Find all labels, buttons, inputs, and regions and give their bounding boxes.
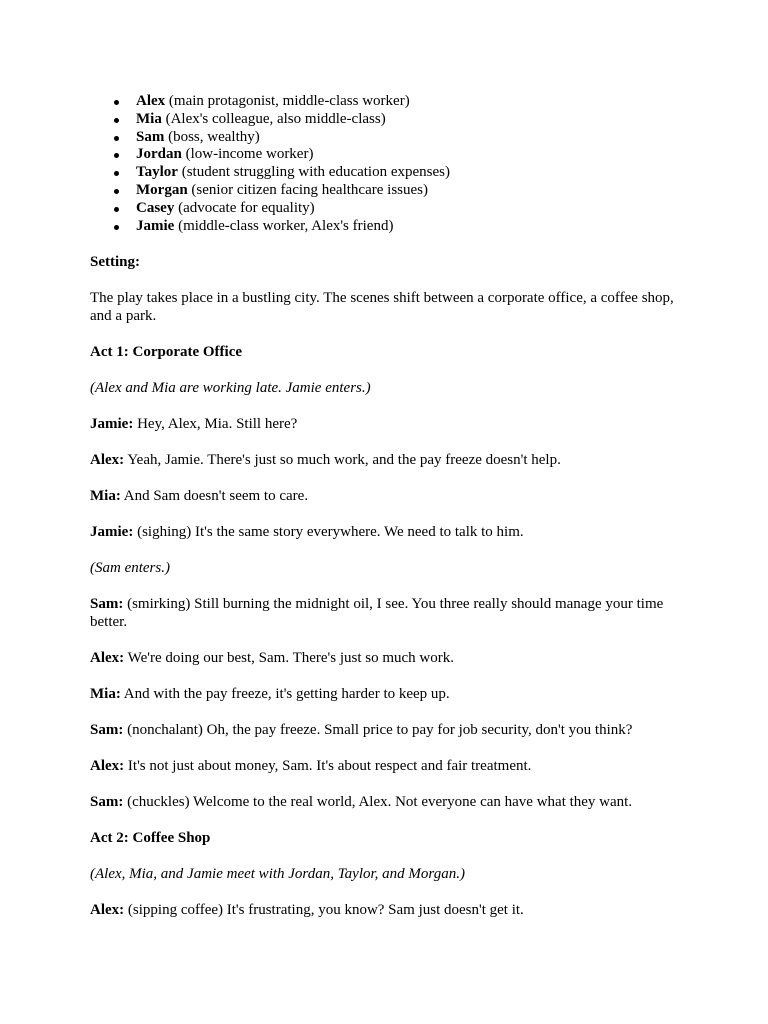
act1-heading: Act 1: Corporate Office	[90, 344, 243, 361]
cast-description: (boss, wealthy)	[164, 128, 260, 145]
list-item	[136, 93, 680, 111]
dialogue-text: And with the pay freeze, it's getting harder to keep up.	[120, 686, 450, 703]
cast-name: Jamie	[136, 217, 175, 234]
dialogue-line	[90, 901, 680, 919]
cast-name: Mia	[136, 110, 162, 127]
dialogue-line	[90, 523, 680, 541]
list-item	[136, 218, 680, 236]
dialogue-text: (sipping coffee) It's frustrating, you know? Sam just doesn't get it.	[124, 902, 524, 919]
cast-name: Taylor	[136, 164, 178, 181]
cast-name: Sam	[136, 128, 165, 145]
list-item	[136, 111, 680, 129]
dialogue-line	[90, 721, 680, 739]
stage-direction: (Sam enters.)	[90, 560, 170, 577]
dialogue-text: It's not just about money, Sam. It's about respect and fair treatment.	[124, 758, 532, 775]
dialogue-line	[90, 487, 680, 505]
cast-description: (senior citizen facing healthcare issues)	[187, 181, 428, 198]
cast-description: (middle-class worker, Alex's friend)	[174, 217, 394, 234]
speaker: Jamie:	[90, 524, 134, 541]
stage-direction: (Alex, Mia, and Jamie meet with Jordan, Taylor, and Morgan.)	[90, 866, 465, 883]
dialogue-line	[90, 415, 680, 433]
list-item	[136, 129, 680, 147]
dialogue-line	[90, 757, 680, 775]
speaker: Alex:	[90, 452, 125, 469]
cast-description: (student struggling with education expenses)	[177, 164, 450, 181]
speaker: Alex:	[90, 758, 125, 775]
dialogue-text: Yeah, Jamie. There's just so much work, and the pay freeze doesn't help.	[124, 452, 561, 469]
dialogue-line	[90, 595, 680, 631]
cast-list	[90, 93, 680, 235]
dialogue-text: (chuckles) Welcome to the real world, Alex. Not everyone can have what they want.	[123, 794, 633, 811]
dialogue-line	[90, 649, 680, 667]
stage-direction: (Alex and Mia are working late. Jamie enters.)	[90, 380, 371, 397]
speaker: Mia:	[90, 488, 121, 505]
dialogue-line	[90, 451, 680, 469]
dialogue-line	[90, 685, 680, 703]
dialogue-text: (sighing) It's the same story everywhere. We need to talk to him.	[133, 524, 524, 541]
speaker: Sam:	[90, 596, 124, 613]
setting-text: The play takes place in a bustling city. The scenes shift between a corporate office, a coffee shop, and a park.	[90, 290, 674, 325]
cast-description: (main protagonist, middle-class worker)	[165, 93, 410, 109]
cast-description: (advocate for equality)	[174, 199, 315, 216]
cast-name: Jordan	[136, 146, 182, 163]
list-item	[136, 182, 680, 200]
dialogue-text: We're doing our best, Sam. There's just so much work.	[124, 650, 455, 667]
speaker: Sam:	[90, 722, 124, 739]
dialogue-text: And Sam doesn't seem to care.	[120, 488, 309, 505]
setting-heading: Setting:	[90, 254, 140, 271]
cast-description: (low-income worker)	[181, 146, 314, 163]
speaker: Alex:	[90, 650, 125, 667]
cast-description: (Alex's colleague, also middle-class)	[161, 110, 386, 127]
dialogue-text: (smirking) Still burning the midnight oil, I see. You three really should manage your time better.	[90, 596, 664, 631]
speaker: Jamie:	[90, 416, 134, 433]
dialogue-line	[90, 793, 680, 811]
speaker: Alex:	[90, 902, 125, 919]
dialogue-text: Hey, Alex, Mia. Still here?	[133, 416, 298, 433]
act2-heading: Act 2: Coffee Shop	[90, 830, 211, 847]
speaker: Sam:	[90, 794, 124, 811]
speaker: Mia:	[90, 686, 121, 703]
list-item	[136, 146, 680, 164]
cast-name: Morgan	[136, 181, 188, 198]
cast-name: Alex	[136, 93, 166, 109]
list-item	[136, 200, 680, 218]
cast-name: Casey	[136, 199, 175, 216]
list-item	[136, 164, 680, 182]
dialogue-text: (nonchalant) Oh, the pay freeze. Small price to pay for job security, don't you think?	[123, 722, 633, 739]
document-page	[90, 93, 680, 937]
